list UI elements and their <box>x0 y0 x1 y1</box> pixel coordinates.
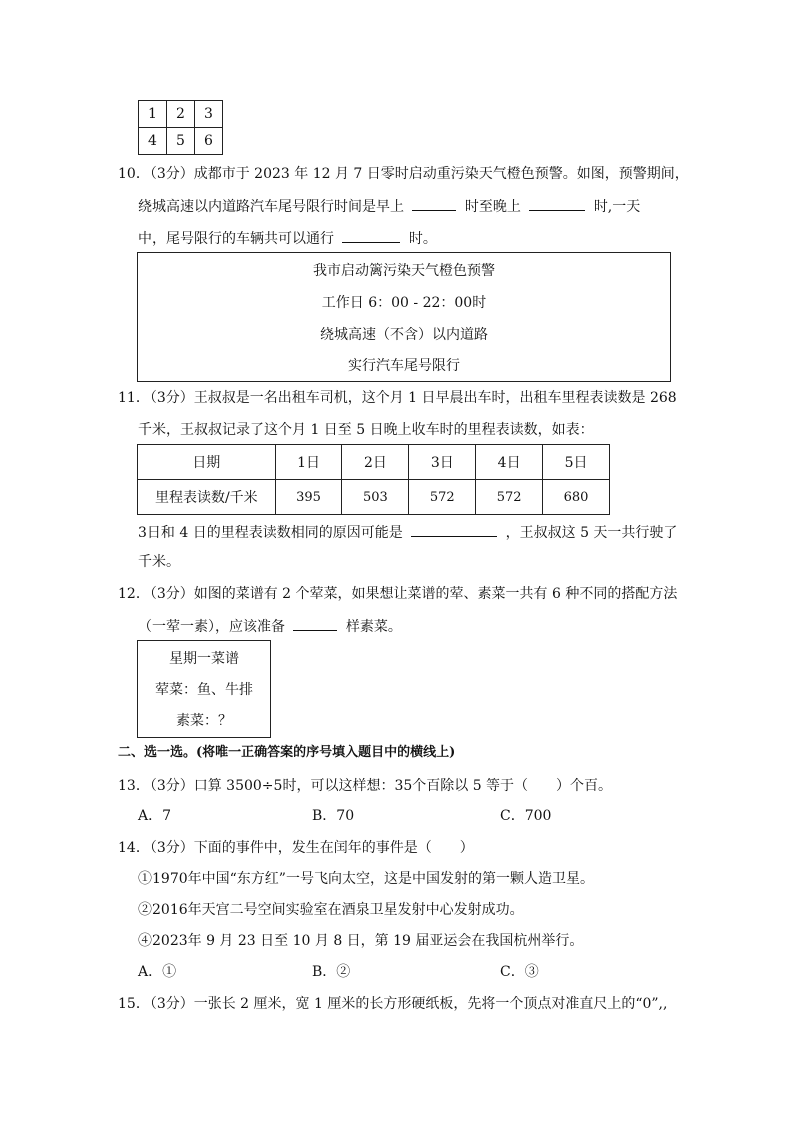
grid-cell: 3 <box>195 101 223 128</box>
q14-event-item: ④2023年 9 月 23 日至 10 月 8 日，第 19 届亚运会在我国杭州举行。 <box>138 933 584 949</box>
notice-line: 实行汽车尾号限行 <box>348 358 460 374</box>
q12-answer-blank[interactable] <box>293 616 337 631</box>
q13-option-b[interactable]: B．70 <box>312 808 355 824</box>
q10-answer-blank-1[interactable] <box>412 196 456 211</box>
table-cell: 503 <box>342 480 409 515</box>
q10-stem-line1: 10．（3分）成都市于 2023 年 12 月 7 日零时启动重污染天气橙色预警。如图，预警期间， <box>118 166 689 182</box>
q11-stem-line2: 千米，王叔叔记录了这个月 1 日至 5 日晚上收车时的里程表读数，如表： <box>138 422 594 438</box>
grid-cell: 1 <box>139 101 167 128</box>
section-heading: 二、选一选。(将唯一正确答案的序号填入题目中的横线上) <box>118 745 456 760</box>
grid-cell: 2 <box>167 101 195 128</box>
table-header-cell: 4日 <box>476 445 543 480</box>
menu-line: 荤菜：鱼、牛排 <box>155 682 253 698</box>
table-cell: 680 <box>543 480 610 515</box>
q10-text-c: 时,一天 <box>593 199 641 215</box>
q10-stem-line3 <box>138 228 437 249</box>
table-cell: 572 <box>409 480 476 515</box>
notice-line: 绕城高速（不含）以内道路 <box>320 327 488 343</box>
notice-line: 我市启动篱污染天气橙色预警 <box>313 263 495 279</box>
grid-cell: 6 <box>195 128 223 155</box>
q14-option-b[interactable]: B．② <box>312 964 351 980</box>
menu-title: 星期一菜谱 <box>169 651 239 667</box>
q11-answer-blank-1[interactable] <box>411 522 497 537</box>
q10-notice-box <box>137 252 671 382</box>
table-header-cell: 2日 <box>342 445 409 480</box>
q11-text-b: ，王叔叔这 5 天一共行驶了 <box>505 525 678 541</box>
table-header-row <box>138 445 610 480</box>
q11-stem-line3 <box>138 522 677 543</box>
number-grid <box>138 100 223 155</box>
q10-text-e: 时。 <box>408 231 437 247</box>
q12-stem-line2 <box>138 616 402 637</box>
q10-answer-blank-2[interactable] <box>529 196 585 211</box>
q14-option-c[interactable]: C．③ <box>500 964 539 980</box>
q14-stem: 14．（3分）下面的事件中，发生在闰年的事件是（ ） <box>118 840 474 856</box>
q14-event-item: ②2016年天宫二号空间实验室在酒泉卫星发射中心发射成功。 <box>138 902 524 918</box>
table-header-cell: 日期 <box>138 445 276 480</box>
grid-cell: 5 <box>167 128 195 155</box>
table-row <box>138 480 610 515</box>
table-cell: 572 <box>476 480 543 515</box>
menu-line: 素菜：？ <box>176 713 232 729</box>
table-cell: 395 <box>275 480 342 515</box>
q14-event-item: ①1970年中国“东方红”一号飞向太空，这是中国发射的第一颗人造卫星。 <box>138 871 594 887</box>
notice-line: 工作日 6：00 - 22：00时 <box>321 295 487 311</box>
q10-text-b: 时至晚上 <box>464 199 521 215</box>
table-header-cell: 3日 <box>409 445 476 480</box>
q11-stem-line4: 千米。 <box>138 554 180 570</box>
q12-stem-line1: 12．（3分）如图的菜谱有 2 个荤菜，如果想让菜谱的荤、素菜一共有 6 种不同的搭配方法 <box>118 586 678 602</box>
table-header-cell: 5日 <box>543 445 610 480</box>
q13-stem: 13．（3分）口算 3500÷5时，可以这样想：35个百除以 5 等于（ ）个百。 <box>118 778 613 794</box>
q12-text-b: 样素菜。 <box>345 619 402 635</box>
q13-option-a[interactable]: A．7 <box>138 808 172 824</box>
table-row-label: 里程表读数/千米 <box>138 480 276 515</box>
q10-text-d: 中，尾号限行的车辆共可以通行 <box>138 231 334 247</box>
grid-cell: 4 <box>139 128 167 155</box>
q11-stem-line1: 11．（3分）王叔叔是一名出租车司机，这个月 1 日早晨出车时，出租车里程表读数是 268 <box>118 390 677 406</box>
mileage-table <box>137 444 610 515</box>
q15-stem: 15．（3分）一张长 2 厘米，宽 1 厘米的长方形硬纸板，先将一个顶点对准直尺上的“0”,, <box>118 996 668 1012</box>
table-header-cell: 1日 <box>275 445 342 480</box>
q11-text-a: 3日和 4 日的里程表读数相同的原因可能是 <box>138 525 403 541</box>
q10-stem-line2 <box>138 196 640 217</box>
q10-answer-blank-3[interactable] <box>342 228 400 243</box>
q12-menu-box <box>137 640 271 738</box>
q13-option-c[interactable]: C．700 <box>500 808 552 824</box>
q10-text-a: 绕城高速以内道路汽车尾号限行时间是早上 <box>138 199 404 215</box>
q14-option-a[interactable]: A．① <box>138 964 177 980</box>
q12-text-a: （一荤一素），应该准备 <box>138 619 285 635</box>
